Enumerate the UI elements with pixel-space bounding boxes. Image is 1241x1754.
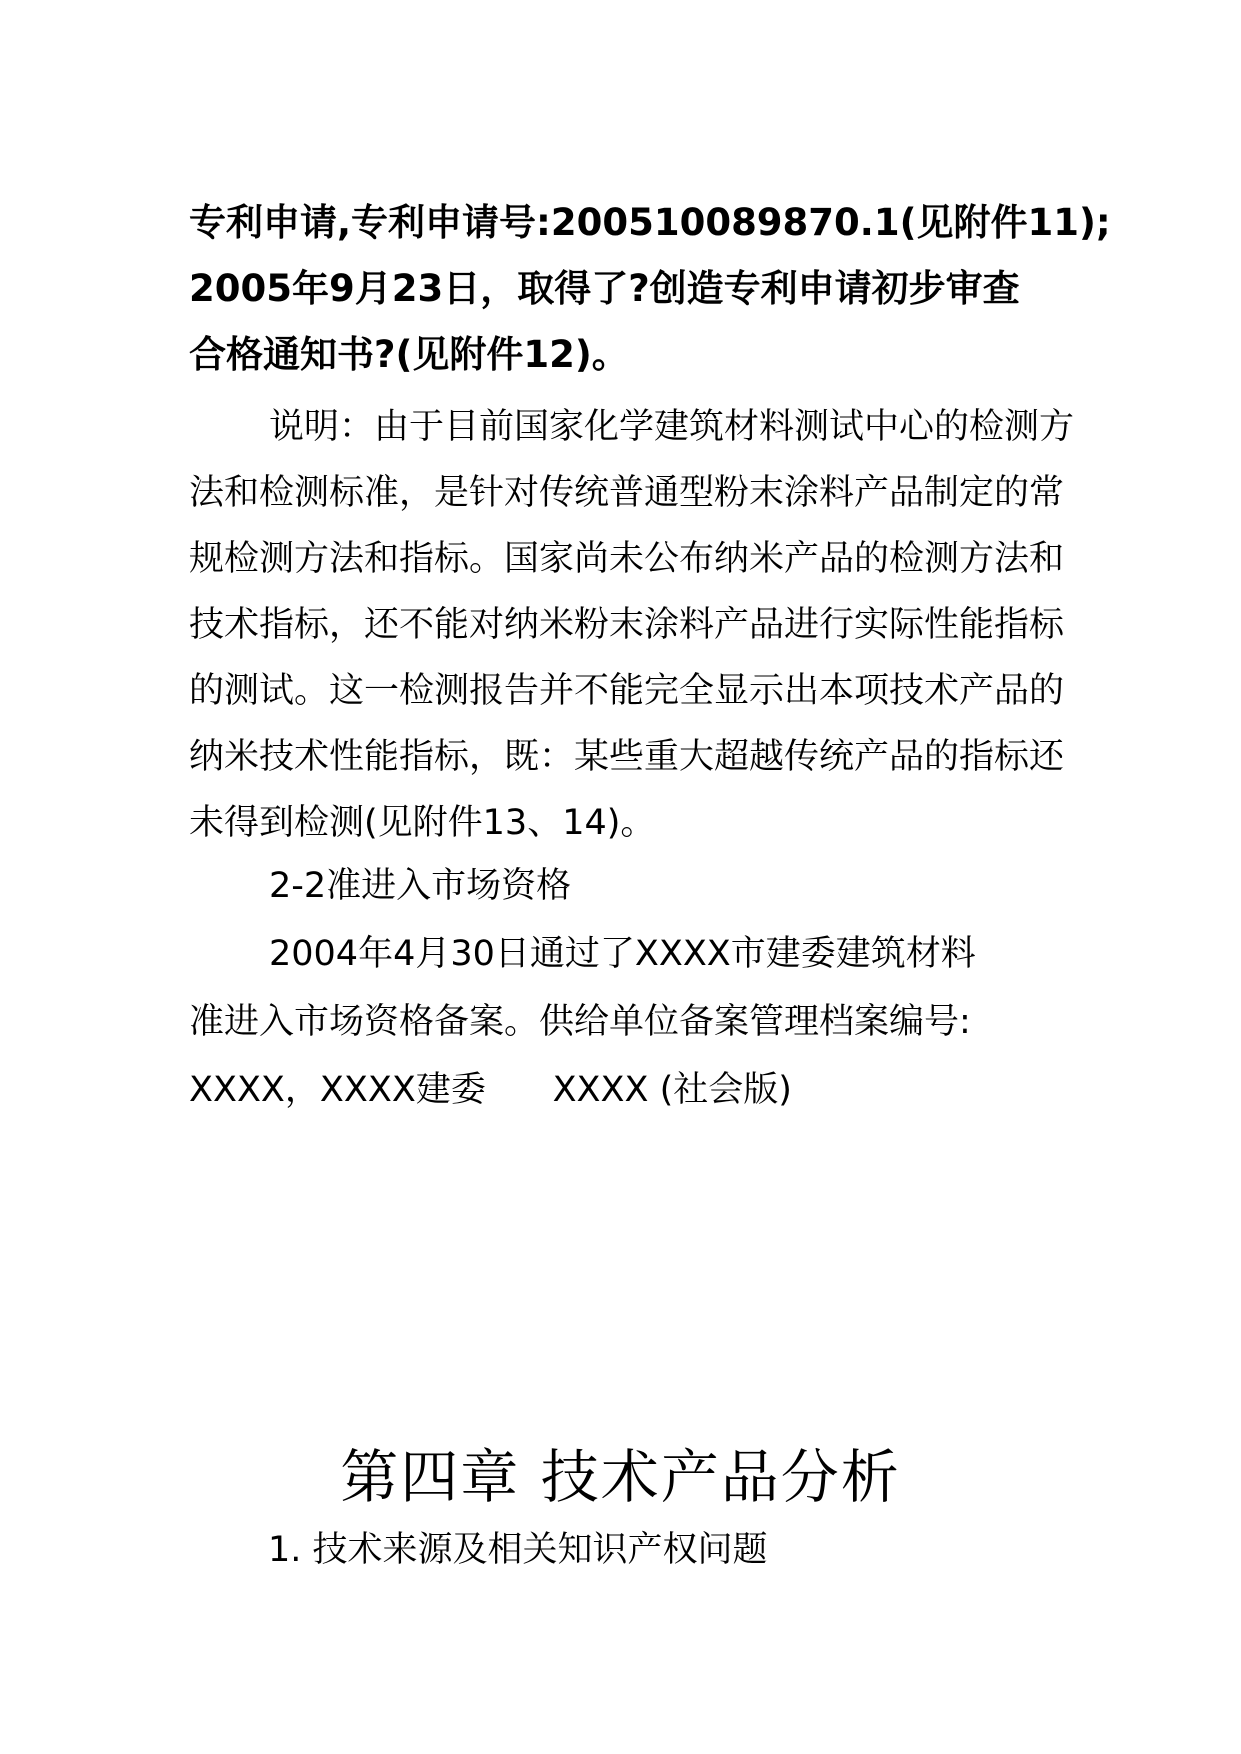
patent-line-3: 合格通知书?(见附件12)。 [189,333,629,376]
patent-paragraph [189,190,1124,388]
section-line-2: 准进入市场资格备案。供给单位备案管理档案编号: [189,1002,971,1042]
patent-line-2: 2005年9月23日，取得了?创造专利申请初步审查 [189,267,1020,310]
chapter-title: 第四章 技术产品分析 [340,1443,901,1511]
patent-line-1: 专利申请,专利申请号:200510089870.1(见附件11); [189,201,1111,244]
note-line-6: 纳米技术性能指标，既：某些重大超越传统产品的指标还 [189,737,1065,777]
section-line-1: 2004年4月30日通过了XXXX市建委建筑材料 [269,934,976,974]
note-line-4: 技术指标，还不能对纳米粉末涂料产品进行实际性能指标 [189,605,1065,645]
note-line-2: 法和检测标准，是针对传统普通型粉末涂料产品制定的常 [189,473,1065,513]
section-line-3: XXXX，XXXX建委 XXXX (社会版) [189,1070,792,1110]
note-line-7: 未得到检测(见附件13、14)。 [189,803,656,843]
section-2-2 [189,852,1124,1124]
note-line-3: 规检测方法和指标。国家尚未公布纳米产品的检测方法和 [189,539,1065,579]
note-line-5: 的测试。这一检测报告并不能完全显示出本项技术产品的 [189,671,1065,711]
subsection-heading: 1. 技术来源及相关知识产权问题 [268,1530,768,1570]
section-heading: 2-2准进入市场资格 [269,866,572,906]
note-paragraph [189,394,1124,856]
note-line-1: 说明：由于目前国家化学建筑材料测试中心的检测方 [269,407,1075,447]
